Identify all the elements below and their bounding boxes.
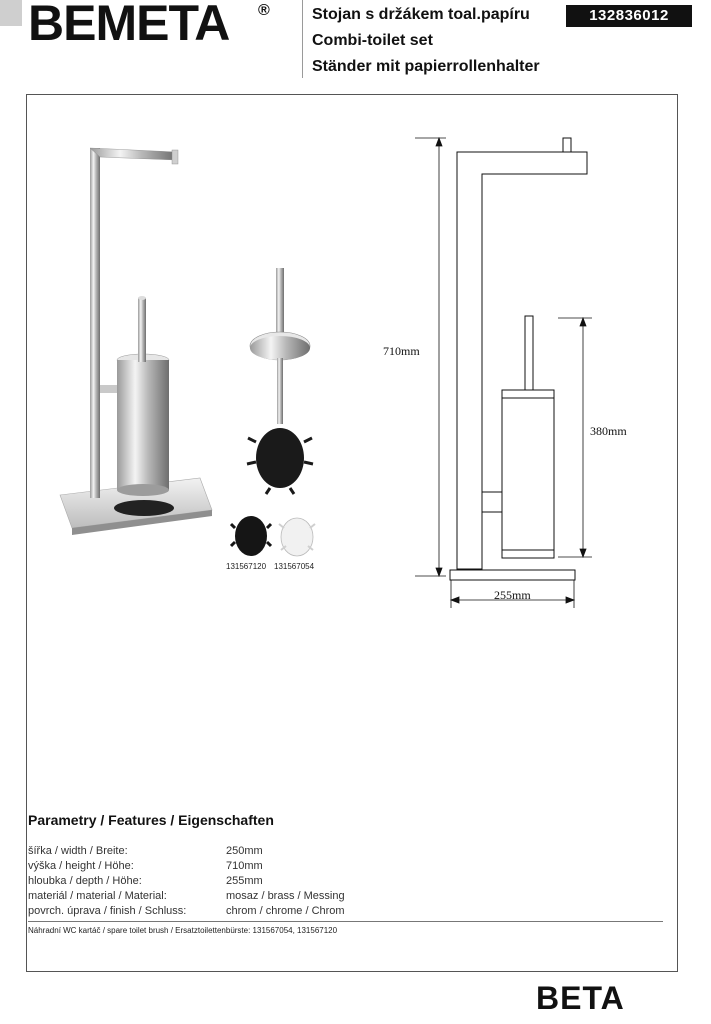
spec-value: 255mm (226, 875, 263, 887)
title-german: Ständer mit papierrollenhalter (312, 58, 540, 75)
dimension-brush-height: 380mm (590, 424, 627, 438)
header-divider (302, 0, 303, 78)
spec-label: šířka / width / Breite: (28, 845, 128, 857)
features-title: Parametry / Features / Eigenschaften (28, 812, 274, 828)
brush-head-black (230, 512, 272, 560)
technical-drawing (360, 120, 600, 610)
product-code-badge: 132836012 (566, 5, 692, 27)
spec-value: 710mm (226, 860, 263, 872)
spec-label: materiál / material / Material: (28, 890, 167, 902)
spec-label: povrch. úprava / finish / Schluss: (28, 905, 187, 917)
spec-divider (28, 921, 663, 922)
brush-code-white: 131567054 (274, 562, 315, 571)
brand-logo: BEMETA (28, 0, 230, 51)
spec-value: chrom / chrome / Chrom (226, 905, 345, 917)
title-english: Combi-toilet set (312, 32, 433, 49)
brush-head-white (276, 514, 318, 560)
spec-value: mosaz / brass / Messing (226, 890, 345, 902)
spec-label: hloubka / depth / Höhe: (28, 875, 142, 887)
spec-label: výška / height / Höhe: (28, 860, 134, 872)
trademark-symbol: ® (258, 2, 270, 19)
spec-value: 250mm (226, 845, 263, 857)
series-name: BETA (536, 980, 625, 1016)
dimension-width: 255mm (494, 588, 531, 602)
spare-brush-illustration (230, 262, 340, 502)
spare-brush-note: Náhradní WC kartáč / spare toilet brush / Ersatztoilettenbürste: 131567054, 131567120 (28, 926, 338, 935)
brush-code-black: 131567120 (226, 562, 267, 571)
logo-accent (0, 0, 22, 26)
dimension-height: 710mm (383, 344, 420, 358)
title-czech: Stojan s držákem toal.papíru (312, 6, 530, 23)
